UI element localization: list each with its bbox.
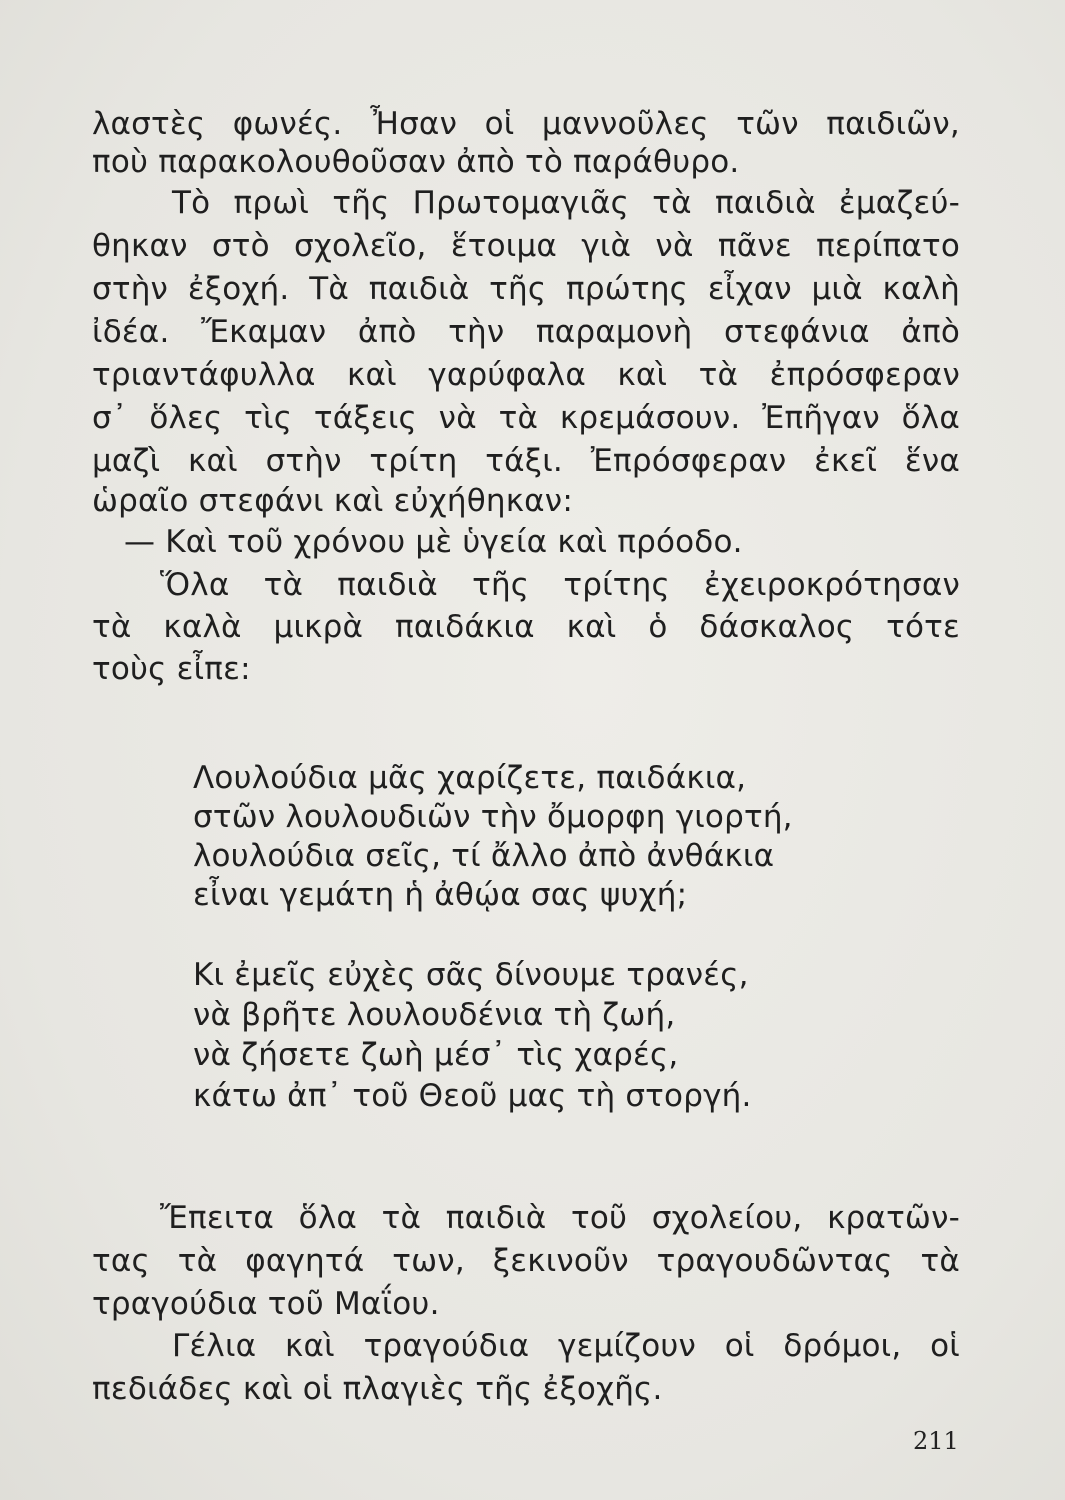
prose-line: τραγούδια τοῦ Μαΐου. <box>92 1286 440 1322</box>
prose-line: Τὸ πρωὶ τῆς Πρωτομαγιᾶς τὰ παιδιὰ ἐμαζεύ- <box>172 185 960 221</box>
prose-line: Γέλια καὶ τραγούδια γεμίζουν οἱ δρόμοι, οἱ <box>172 1328 960 1364</box>
poem-line: νὰ ζήσετε ζωὴ μέσ᾽ τὶς χαρές, <box>193 1037 679 1073</box>
prose-line: λαστὲς φωνές. Ἦσαν οἱ μαννοῦλες τῶν παιδιῶν, <box>92 106 960 142</box>
poem-line: εἶναι γεμάτη ἡ ἀθῴα σας ψυχή; <box>193 877 688 913</box>
prose-line: τοὺς εἶπε: <box>92 651 251 687</box>
prose-line: Ὅλα τὰ παιδιὰ τῆς τρίτης ἐχειροκρότησαν <box>160 567 960 603</box>
prose-line: πεδιάδες καὶ οἱ πλαγιὲς τῆς ἐξοχῆς. <box>92 1371 663 1407</box>
prose-line: τὰ καλὰ μικρὰ παιδάκια καὶ ὁ δάσκαλος τότε <box>92 609 960 645</box>
prose-line: τριαντάφυλλα καὶ γαρύφαλα καὶ τὰ ἐπρόσφεραν <box>92 357 960 393</box>
poem-line: στῶν λουλουδιῶν τὴν ὄμορφη γιορτή, <box>193 799 793 835</box>
prose-line: σ᾽ ὅλες τὶς τάξεις νὰ τὰ κρεμάσουν. Ἐπῆγαν ὅλα <box>92 400 960 436</box>
dialogue-line: — Καὶ τοῦ χρόνου μὲ ὑγεία καὶ πρόοδο. <box>124 524 743 560</box>
poem-line: νὰ βρῆτε λουλουδένια τὴ ζωή, <box>193 997 676 1033</box>
page-number: 211 <box>913 1427 959 1455</box>
poem-line: Κι ἐμεῖς εὐχὲς σᾶς δίνουμε τρανές, <box>193 957 749 993</box>
prose-line: τας τὰ φαγητά των, ξεκινοῦν τραγουδῶντας τὰ <box>92 1243 960 1279</box>
poem-line: κάτω ἀπ᾽ τοῦ Θεοῦ μας τὴ στοργή. <box>193 1078 752 1114</box>
prose-line: θηκαν στὸ σχολεῖο, ἕτοιμα γιὰ νὰ πᾶνε περίπατο <box>92 228 960 264</box>
poem-line: λουλούδια σεῖς, τί ἄλλο ἀπὸ ἀνθάκια <box>193 838 775 874</box>
poem-line: Λουλούδια μᾶς χαρίζετε, παιδάκια, <box>193 760 747 796</box>
prose-line: στὴν ἐξοχή. Τὰ παιδιὰ τῆς πρώτης εἶχαν μιὰ καλὴ <box>92 271 960 307</box>
prose-line: μαζὶ καὶ στὴν τρίτη τάξι. Ἐπρόσφεραν ἐκεῖ ἕνα <box>92 443 960 479</box>
prose-line: ποὺ παρακολουθοῦσαν ἀπὸ τὸ παράθυρο. <box>92 144 740 180</box>
prose-line: Ἔπειτα ὅλα τὰ παιδιὰ τοῦ σχολείου, κρατῶν- <box>160 1200 960 1236</box>
prose-line: ὡραῖο στεφάνι καὶ εὐχήθηκαν: <box>92 483 573 519</box>
prose-line: ἰδέα. Ἔκαμαν ἀπὸ τὴν παραμονὴ στεφάνια ἀπὸ <box>92 314 960 350</box>
